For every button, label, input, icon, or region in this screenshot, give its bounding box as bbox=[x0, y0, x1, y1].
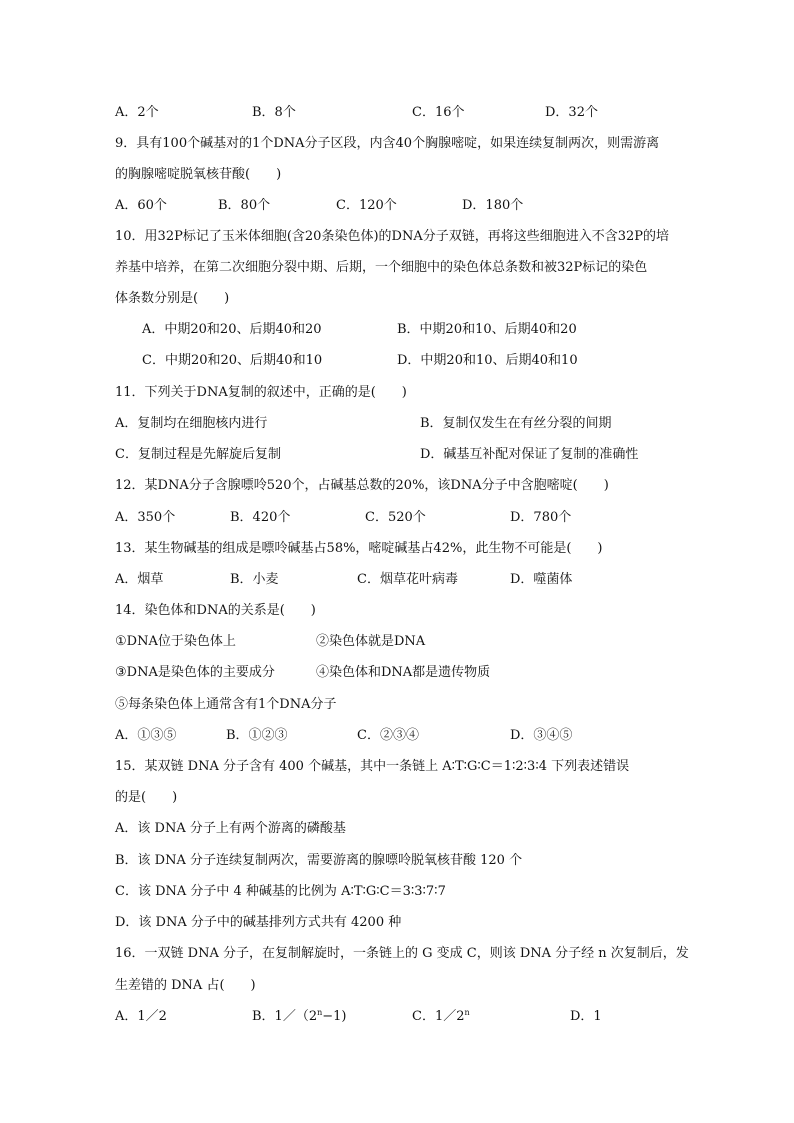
q16-option-d: D．1 bbox=[570, 1009, 602, 1024]
q15-option-d: D．该 DNA 分子中的碱基排列方式共有 4200 种 bbox=[115, 915, 402, 930]
q14-option-d: D．③④⑤ bbox=[510, 728, 573, 743]
q16-option-c-exponent: n bbox=[464, 1008, 470, 1017]
q15-stem-line-1: 15．某双链 DNA 分子含有 400 个碱基，其中一条链上 A∶T∶G∶C＝1∶2∶3∶4 下列表述错误 bbox=[115, 759, 630, 774]
q12-option-c: C．520个 bbox=[365, 510, 426, 525]
q9-stem-line-2: 的胸腺嘧啶脱氧核苷酸( ) bbox=[115, 167, 282, 182]
q14-statement-3: ③DNA是染色体的主要成分 bbox=[115, 665, 275, 680]
q13-option-a: A．烟草 bbox=[115, 572, 164, 587]
q12-option-a: A．350个 bbox=[115, 510, 176, 525]
q13-stem: 13．某生物碱基的组成是嘌呤碱基占58%，嘧啶碱基占42%，此生物不可能是( ) bbox=[115, 541, 603, 556]
q10-option-d: D．中期20和10、后期40和10 bbox=[397, 353, 578, 368]
q10-option-c: C．中期20和20、后期40和10 bbox=[142, 353, 323, 368]
q14-statement-1: ①DNA位于染色体上 bbox=[115, 634, 236, 649]
q14-stem: 14．染色体和DNA的关系是( ) bbox=[115, 603, 316, 618]
q16-option-b-prefix: B．1／（2 bbox=[252, 1009, 318, 1024]
q16-option-c-prefix: C．1／2 bbox=[412, 1009, 465, 1024]
q9-option-c: C．120个 bbox=[336, 198, 397, 213]
q11-option-d: D．碱基互补配对保证了复制的准确性 bbox=[420, 447, 639, 462]
q11-option-a: A．复制均在细胞核内进行 bbox=[115, 416, 268, 431]
q9-option-b: B．80个 bbox=[218, 198, 271, 213]
q8-option-b: B．8个 bbox=[252, 105, 296, 120]
q16-option-b-exponent: n bbox=[317, 1008, 323, 1017]
q9-option-a: A．60个 bbox=[115, 198, 167, 213]
q10-stem-line-1: 10．用32P标记了玉米体细胞(含20条染色体)的DNA分子双链，再将这些细胞进入不含32P的培 bbox=[115, 229, 669, 244]
q14-option-a: A．①③⑤ bbox=[115, 728, 177, 743]
q10-option-a: A．中期20和20、后期40和20 bbox=[142, 322, 322, 337]
q13-option-b: B．小麦 bbox=[230, 572, 279, 587]
q11-option-b: B．复制仅发生在有丝分裂的间期 bbox=[420, 416, 612, 431]
q8-option-c: C．16个 bbox=[412, 105, 465, 120]
q8-option-a: A．2个 bbox=[115, 105, 159, 120]
q10-stem-line-2: 养基中培养，在第二次细胞分裂中期、后期，一个细胞中的染色体总条数和被32P标记的染色 bbox=[115, 260, 648, 275]
q16-option-c bbox=[412, 1008, 470, 1026]
q16-option-a: A．1／2 bbox=[115, 1009, 167, 1024]
q14-option-c: C．②③④ bbox=[357, 728, 419, 743]
q10-option-b: B．中期20和10、后期40和20 bbox=[397, 322, 577, 337]
q16-option-b bbox=[252, 1008, 347, 1026]
q14-statement-5: ⑤每条染色体上通常含有1个DNA分子 bbox=[115, 697, 337, 712]
q14-option-b: B．①②③ bbox=[226, 728, 288, 743]
q15-option-b: B．该 DNA 分子连续复制两次，需要游离的腺嘌呤脱氧核苷酸 120 个 bbox=[115, 853, 523, 868]
q9-stem-line-1: 9．具有100个碱基对的1个DNA分子区段，内含40个胸腺嘧啶，如果连续复制两次，则需游离 bbox=[115, 136, 660, 151]
q16-stem-line-2: 生差错的 DNA 占( ) bbox=[115, 978, 256, 993]
q16-stem-line-1: 16．一双链 DNA 分子，在复制解旋时，一条链上的 G 变成 C，则该 DNA 分子经 n 次复制后，发 bbox=[115, 946, 689, 961]
q10-stem-line-3: 体条数分别是( ) bbox=[115, 291, 230, 306]
q12-option-b: B．420个 bbox=[230, 510, 291, 525]
q9-option-d: D．180个 bbox=[462, 198, 524, 213]
q15-stem-line-2: 的是( ) bbox=[115, 790, 178, 805]
q13-option-d: D．噬菌体 bbox=[510, 572, 573, 587]
q12-stem: 12．某DNA分子含腺嘌呤520个，占碱基总数的20%，该DNA分子中含胞嘧啶( ) bbox=[115, 478, 609, 493]
q15-option-a: A．该 DNA 分子上有两个游离的磷酸基 bbox=[115, 821, 346, 836]
q8-option-d: D．32个 bbox=[545, 105, 598, 120]
q15-option-c: C．该 DNA 分子中 4 种碱基的比例为 A∶T∶G∶C＝3∶3∶7∶7 bbox=[115, 884, 446, 899]
q13-option-c: C．烟草花叶病毒 bbox=[357, 572, 458, 587]
q14-statement-4: ④染色体和DNA都是遗传物质 bbox=[316, 665, 491, 680]
q12-option-d: D．780个 bbox=[510, 510, 572, 525]
q14-statement-2: ②染色体就是DNA bbox=[316, 634, 426, 649]
q16-option-b-suffix: −1) bbox=[322, 1009, 347, 1024]
q11-stem: 11．下列关于DNA复制的叙述中，正确的是( ) bbox=[115, 385, 407, 400]
q11-option-c: C．复制过程是先解旋后复制 bbox=[115, 447, 281, 462]
